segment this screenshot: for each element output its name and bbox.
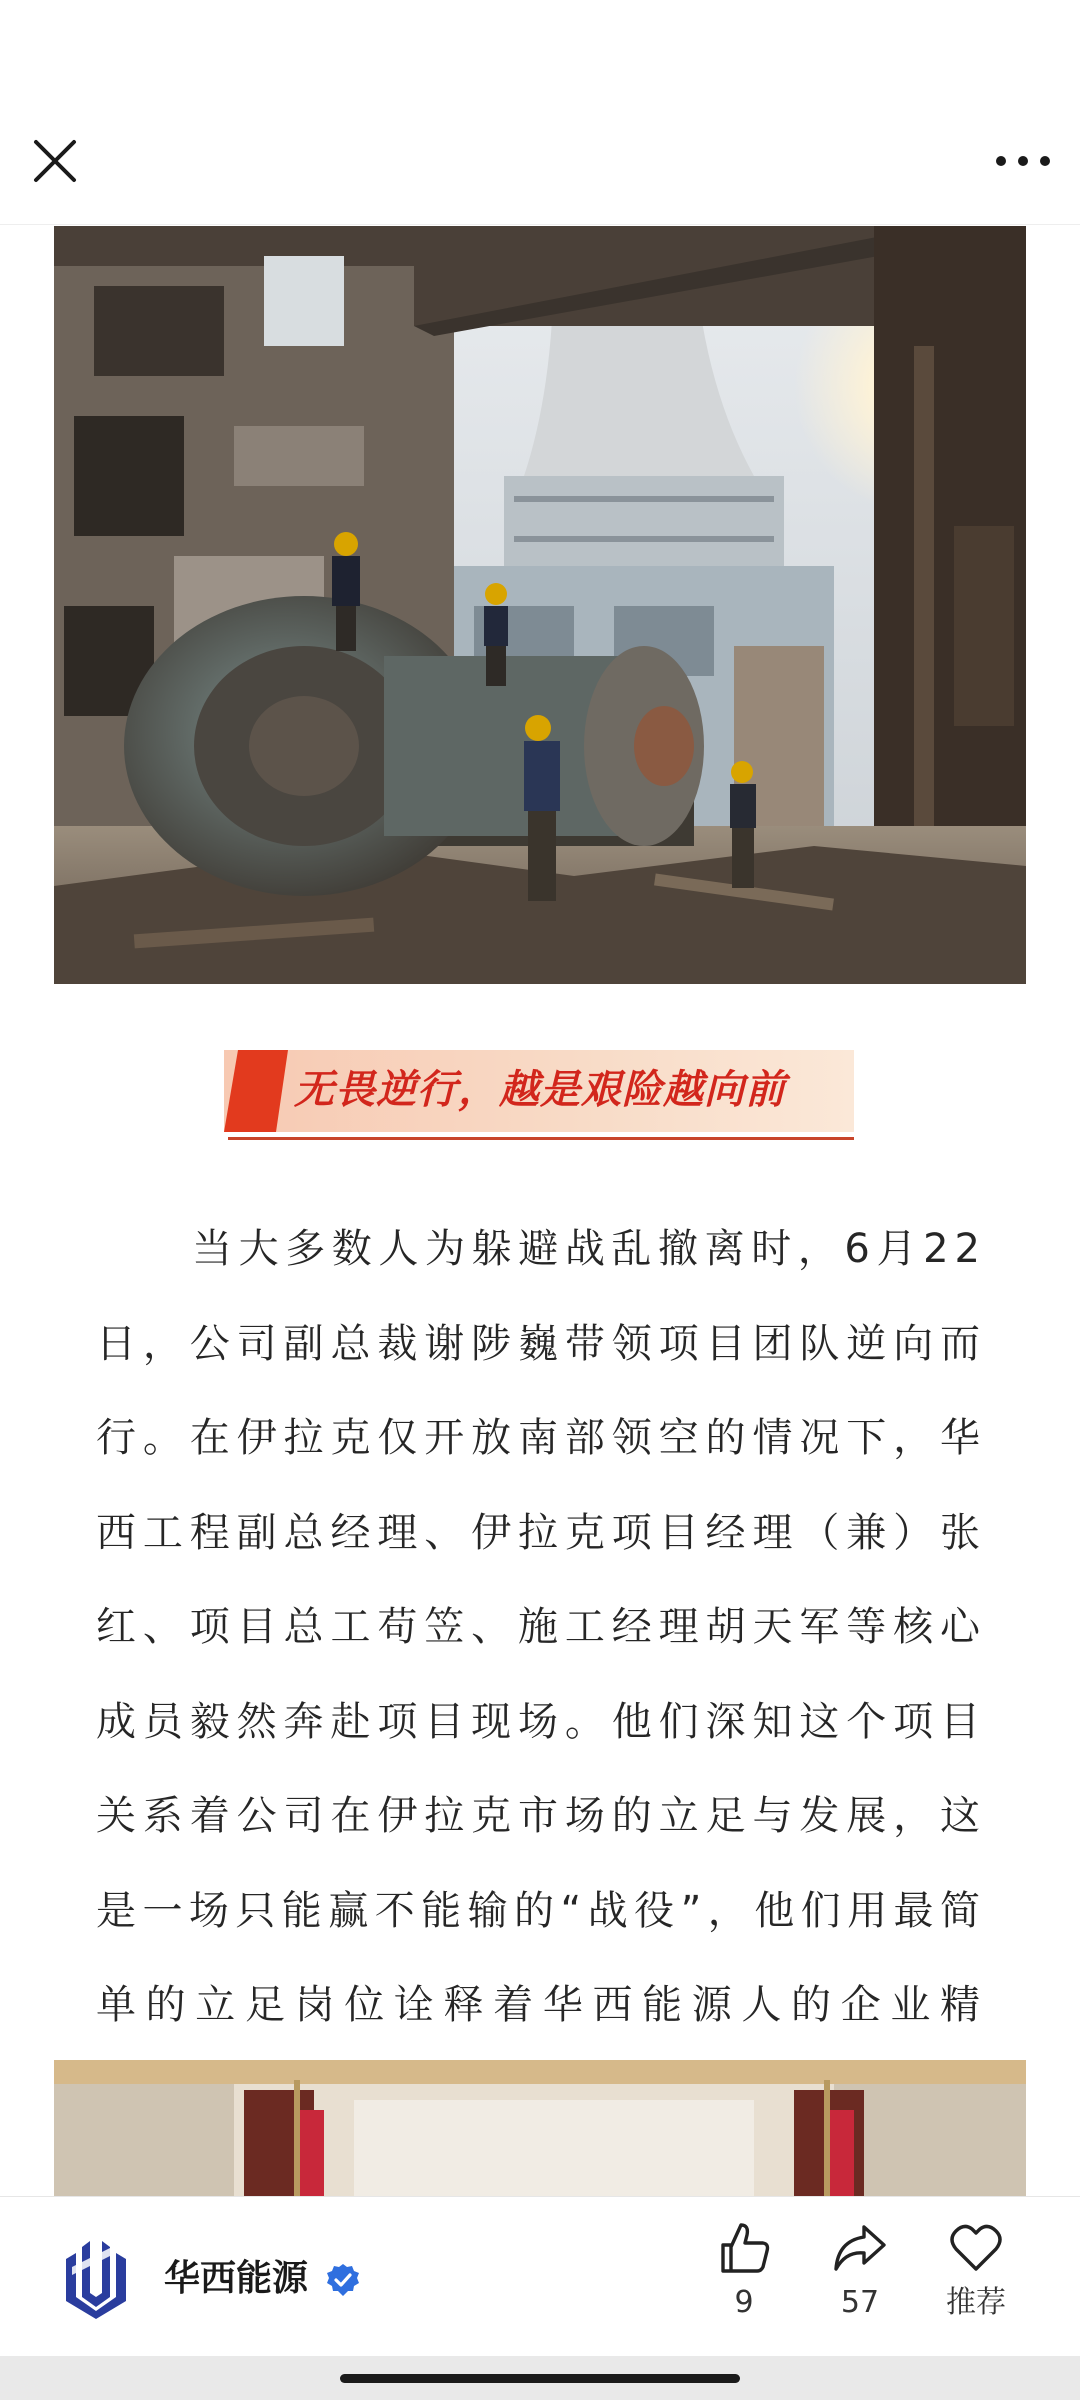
- headline-underline: [228, 1137, 854, 1140]
- bottom-bar: [0, 2196, 1080, 2356]
- headline-text: 无畏逆行，越是艰险越向前: [294, 1067, 786, 1113]
- share-count: 57: [840, 2285, 880, 2320]
- like-count: 9: [734, 2285, 754, 2320]
- home-indicator[interactable]: [340, 2374, 740, 2383]
- company-logo-icon: [62, 2237, 130, 2319]
- account-logo[interactable]: [62, 2237, 130, 2319]
- recommend-button[interactable]: [926, 2221, 1026, 2341]
- account-name[interactable]: 华西能源: [164, 2258, 309, 2299]
- top-bar: [0, 100, 1080, 225]
- verified-badge: [326, 2263, 360, 2297]
- article-content: [0, 226, 1080, 2196]
- section-headline: [224, 1050, 854, 1142]
- close-button[interactable]: [22, 128, 88, 194]
- status-bar: [0, 0, 1080, 100]
- verified-icon: [326, 2263, 360, 2297]
- more-options-button[interactable]: [988, 128, 1058, 194]
- gesture-bar: [0, 2356, 1080, 2400]
- close-icon: [22, 128, 88, 194]
- article-hero-image: [54, 226, 1026, 984]
- more-horizontal-icon: [988, 128, 1058, 194]
- share-button[interactable]: [810, 2221, 910, 2341]
- heart-icon: [948, 2221, 1004, 2275]
- article-paragraph: 当大多数人为躲避战乱撤离时，6月22日，公司副总裁谢陟巍带领项目团队逆向而行。在伊拉克仅开放南部领空的情况下，华西工程副总经理、伊拉克项目经理（兼）张红、项目总工苟笠、施工经理胡天军等核心成员毅然奔赴项目现场。他们深知这个项目关系着公司在伊拉克市场的立足与发展，这是一场只能赢不能输的“战役”，他们用最简单的立足岗位诠释着华西能源人的企业精: [96, 1226, 986, 2028]
- like-button[interactable]: [694, 2221, 794, 2341]
- share-arrow-icon: [832, 2221, 888, 2275]
- article-second-image: [54, 2060, 1026, 2196]
- recommend-label: 推荐: [946, 2285, 1006, 2320]
- thumbs-up-icon: [717, 2221, 771, 2275]
